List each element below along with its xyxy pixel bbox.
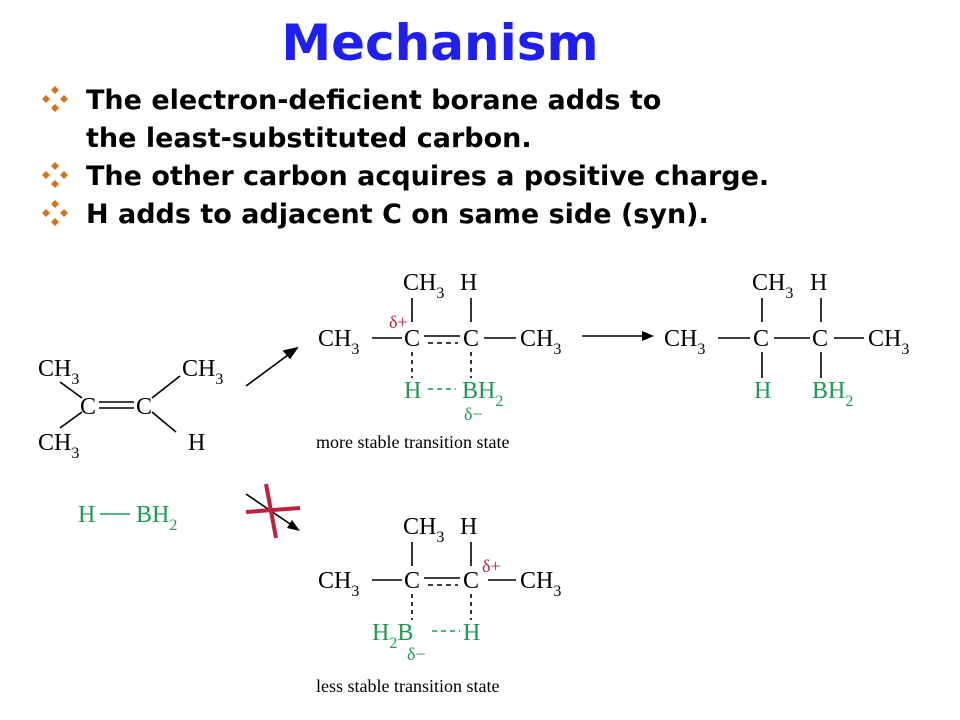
alkylborane-product: [664, 270, 909, 410]
more-stable-transition-state: [316, 270, 561, 452]
borane-reagent: [78, 502, 177, 534]
ts-top-delta-minus: δ−: [464, 404, 483, 424]
ts-top-caption: more stable transition state: [316, 432, 510, 452]
ts-bottom-h2b: $H_2B$: [372, 620, 414, 652]
reactant-hydrogen: H: [188, 430, 206, 456]
ts-bottom-delta-minus: δ−: [407, 644, 426, 664]
ts-top-carbon-right: C: [463, 326, 480, 352]
bond-line: [152, 376, 180, 398]
borane-hydrogen: H: [78, 502, 96, 528]
ts-bottom-ch3-up: $CH_3$: [403, 514, 445, 546]
ts-bottom-ch3-left: $CH_3$: [318, 568, 360, 600]
ts-bottom-ch3-right: $CH_3$: [520, 568, 562, 600]
ts-top-ch3-right: $CH_3$: [520, 326, 562, 358]
bullet-text: H adds to adjacent C on same side (syn).: [86, 199, 709, 230]
ts-top-ch3-up: $CH_3$: [403, 270, 445, 302]
reactant-ch3-bottom-left: $CH_3$: [38, 430, 80, 462]
slide-title: Mechanism: [281, 14, 599, 72]
product-ch3-up: $CH_3$: [752, 270, 794, 302]
arrow-to-top-ts: [246, 348, 297, 386]
ts-bottom-caption: less stable transition state: [316, 676, 500, 696]
ts-top-hydrogen: H: [404, 378, 422, 404]
ts-bottom-h-up: H: [460, 514, 478, 540]
ts-bottom-hydrogen: H: [463, 620, 481, 646]
product-hydrogen: H: [754, 378, 772, 404]
ts-bottom-carbon-left: C: [404, 568, 421, 594]
product-carbon-left: C: [753, 326, 770, 352]
reactant-carbon-left: C: [80, 394, 97, 420]
bullet-text: The other carbon acquires a positive charge.: [86, 161, 770, 192]
borane-bh2: $BH_2$: [136, 502, 178, 534]
ts-top-bh2: $BH_2$: [462, 378, 504, 410]
reactant-alkene: [38, 356, 223, 462]
ts-top-ch3-left: $CH_3$: [318, 326, 360, 358]
less-stable-transition-state: [316, 514, 561, 696]
ts-top-delta-plus: δ+: [389, 312, 408, 332]
bond-line: [152, 412, 176, 432]
product-h-up: H: [810, 270, 828, 296]
ts-bottom-carbon-right: C: [463, 568, 480, 594]
product-ch3-right: $CH_3$: [868, 326, 910, 358]
product-bh2: $BH_2$: [812, 378, 854, 410]
product-carbon-right: C: [812, 326, 829, 352]
product-ch3-left: $CH_3$: [664, 326, 706, 358]
bond-line: [60, 412, 82, 428]
reactant-ch3-top-right: $CH_3$: [182, 356, 224, 388]
bullet-text-continued: the least-substituted carbon.: [86, 123, 532, 154]
ts-top-carbon-left: C: [404, 326, 421, 352]
blocked-arrow-to-bottom-ts: [246, 484, 300, 538]
bullet-text: The electron-deficient borane adds to: [86, 85, 662, 116]
reactant-ch3-top-left: $CH_3$: [38, 356, 80, 388]
ts-top-h-up: H: [460, 270, 478, 296]
arrow-to-product: [582, 331, 654, 341]
ts-bottom-delta-plus: δ+: [482, 556, 501, 576]
reactant-carbon-right: C: [136, 394, 153, 420]
